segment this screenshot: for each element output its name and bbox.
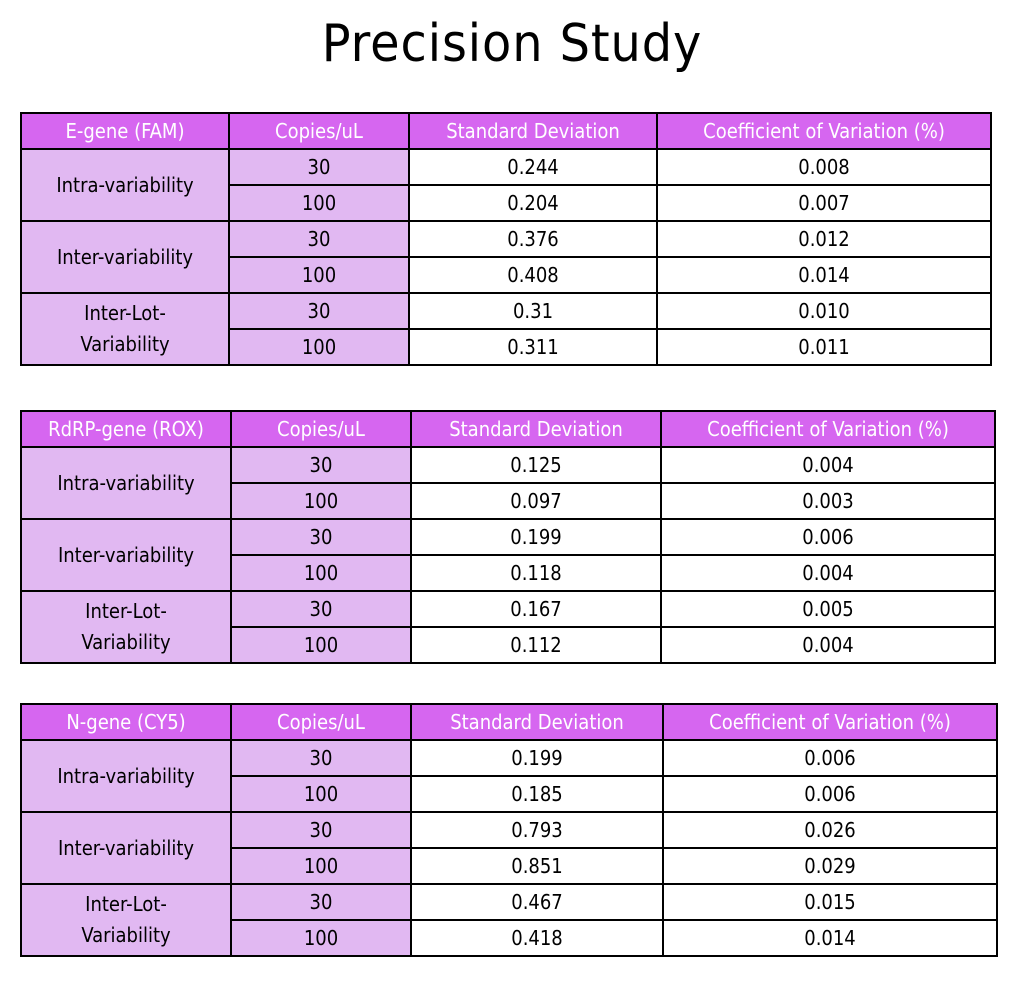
- std-dev-cell: 0.118: [411, 555, 661, 591]
- std-dev-cell: 0.097: [411, 483, 661, 519]
- copies-cell: 100: [231, 627, 411, 663]
- cv-cell: 0.003: [661, 483, 995, 519]
- cv-cell: 0.007: [657, 185, 991, 221]
- group-label: Inter-Lot- Variability: [21, 884, 231, 956]
- group-label: Intra-variability: [21, 740, 231, 812]
- std-dev-cell: 0.408: [409, 257, 657, 293]
- cv-cell: 0.008: [657, 149, 991, 185]
- copies-cell: 30: [231, 447, 411, 483]
- copies-cell: 30: [231, 519, 411, 555]
- copies-cell: 30: [231, 812, 411, 848]
- copies-cell: 30: [229, 149, 409, 185]
- std-dev-cell: 0.851: [411, 848, 663, 884]
- gene-header: N-gene (CY5): [21, 704, 231, 740]
- std-dev-cell: 0.311: [409, 329, 657, 365]
- cv-cell: 0.029: [663, 848, 997, 884]
- cv-cell: 0.004: [661, 627, 995, 663]
- cv-cell: 0.006: [663, 776, 997, 812]
- table-header-row: [21, 113, 991, 149]
- copies-header: Copies/uL: [229, 113, 409, 149]
- group-label: Inter-Lot- Variability: [21, 591, 231, 663]
- table-row: [21, 812, 997, 848]
- cv-cell: 0.015: [663, 884, 997, 920]
- table-row: [21, 447, 995, 483]
- table-row: [21, 293, 991, 329]
- group-label: Inter-Lot- Variability: [21, 293, 229, 365]
- copies-cell: 30: [229, 221, 409, 257]
- cv-cell: 0.014: [657, 257, 991, 293]
- table-row: [21, 884, 997, 920]
- cv-cell: 0.010: [657, 293, 991, 329]
- copies-cell: 30: [231, 884, 411, 920]
- copies-header: Copies/uL: [231, 411, 411, 447]
- group-label: Intra-variability: [21, 149, 229, 221]
- cv-cell: 0.006: [663, 740, 997, 776]
- copies-cell: 100: [229, 329, 409, 365]
- std-dev-header: Standard Deviation: [409, 113, 657, 149]
- std-dev-cell: 0.125: [411, 447, 661, 483]
- copies-cell: 30: [229, 293, 409, 329]
- std-dev-cell: 0.376: [409, 221, 657, 257]
- std-dev-cell: 0.467: [411, 884, 663, 920]
- cv-cell: 0.006: [661, 519, 995, 555]
- copies-cell: 100: [231, 776, 411, 812]
- cv-cell: 0.004: [661, 447, 995, 483]
- group-label: Inter-variability: [21, 221, 229, 293]
- precision-table-n-gene: [20, 703, 998, 957]
- table-row: [21, 740, 997, 776]
- copies-cell: 100: [229, 257, 409, 293]
- std-dev-cell: 0.199: [411, 519, 661, 555]
- copies-cell: 30: [231, 740, 411, 776]
- std-dev-header: Standard Deviation: [411, 704, 663, 740]
- cv-header: Coefficient of Variation (%): [657, 113, 991, 149]
- cv-cell: 0.005: [661, 591, 995, 627]
- precision-table-e-gene: [20, 112, 992, 366]
- std-dev-cell: 0.199: [411, 740, 663, 776]
- group-label: Inter-variability: [21, 519, 231, 591]
- copies-cell: 100: [229, 185, 409, 221]
- std-dev-cell: 0.185: [411, 776, 663, 812]
- std-dev-cell: 0.167: [411, 591, 661, 627]
- std-dev-cell: 0.418: [411, 920, 663, 956]
- cv-cell: 0.012: [657, 221, 991, 257]
- copies-cell: 100: [231, 920, 411, 956]
- copies-cell: 100: [231, 555, 411, 591]
- cv-header: Coefficient of Variation (%): [661, 411, 995, 447]
- table-row: [21, 591, 995, 627]
- cv-header: Coefficient of Variation (%): [663, 704, 997, 740]
- std-dev-cell: 0.204: [409, 185, 657, 221]
- table-row: [21, 149, 991, 185]
- std-dev-header: Standard Deviation: [411, 411, 661, 447]
- std-dev-cell: 0.31: [409, 293, 657, 329]
- table-row: [21, 221, 991, 257]
- copies-cell: 30: [231, 591, 411, 627]
- table-header-row: [21, 411, 995, 447]
- cv-cell: 0.014: [663, 920, 997, 956]
- group-label: Intra-variability: [21, 447, 231, 519]
- copies-header: Copies/uL: [231, 704, 411, 740]
- copies-cell: 100: [231, 483, 411, 519]
- table-row: [21, 519, 995, 555]
- precision-table-rdrp-gene: [20, 410, 996, 664]
- table-header-row: [21, 704, 997, 740]
- group-label: Inter-variability: [21, 812, 231, 884]
- gene-header: RdRP-gene (ROX): [21, 411, 231, 447]
- page-title: Precision Study: [321, 14, 703, 74]
- std-dev-cell: 0.244: [409, 149, 657, 185]
- cv-cell: 0.004: [661, 555, 995, 591]
- std-dev-cell: 0.793: [411, 812, 663, 848]
- cv-cell: 0.026: [663, 812, 997, 848]
- cv-cell: 0.011: [657, 329, 991, 365]
- gene-header: E-gene (FAM): [21, 113, 229, 149]
- std-dev-cell: 0.112: [411, 627, 661, 663]
- copies-cell: 100: [231, 848, 411, 884]
